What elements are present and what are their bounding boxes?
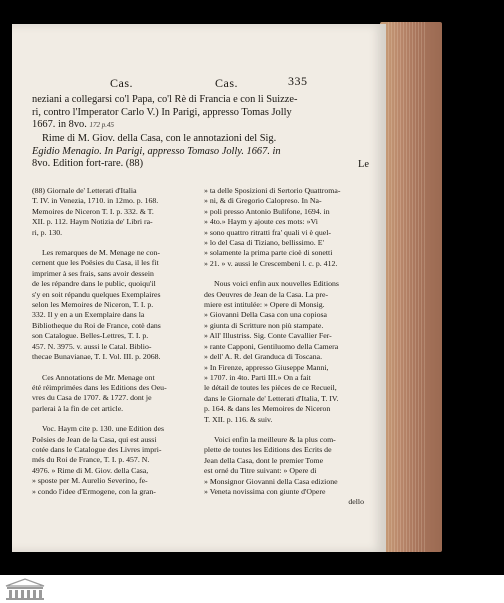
rime-line: Rime di M. Giov. della Casa, con le annotazioni del Sig. [42,133,277,144]
spacer [32,238,196,248]
text-line: plette de toutes les Editions des Ecrits de [204,445,332,455]
text-line: T. XII. p. 116. & suiv. [204,414,273,424]
text-line: » giunta di Scritture non più stampate. [204,320,324,330]
text-line: s'y en soit répandu quelques Exemplaires [32,289,161,299]
text-line: des Oeuvres de Jean de la Casa. La pre- [204,289,329,299]
text-line: (88) Giornale de' Letterati d'Italia [32,186,137,195]
text-line: » sono quattro ritratti fra' quali vi è quel- [204,227,331,237]
text-line: le détail de toutes les pièces de ce Recueil, [204,383,337,393]
text-line: » 4to.» Haym y ajoute ces mots: »Vi [204,217,318,227]
rime-line: Egidio Menagio. In Parigi, appresso Tomaso Jolly. 1667. in [32,145,281,157]
catchword: Le [358,159,369,170]
left-column [32,186,196,497]
text-line: Jean della Casa, dont le premier Tome [204,455,324,465]
text-line: thecae Bunavianae, T. I. Vol. III. p. 2068. [32,352,161,362]
library-building-icon [4,578,46,600]
text-line: » condo l'idee d'Ermogene, con la gran- [32,486,156,496]
text-line: Ces Annotations de Mr. Menage ont [42,372,155,382]
text-line: 332. Il y en a un Exemplaire dans la [32,310,145,320]
text-line: est orné du Titre suivant: » Opere di [204,466,317,476]
text-line: dans le Giornale de' Letterati d'Italia, T. IV. [204,393,339,403]
text-line: imprimer à ses frais, sans avoir dessein [32,268,154,278]
text-line: T. IV. in Venezia, 1710. in 12mo. p. 168. [32,196,159,206]
spacer [32,414,196,424]
top-line: 1667. in 8vo. 172 p.45 [32,119,114,131]
top-line: neziani a collegarsi co'l Papa, co'l Rè di Francia e con li Suizze- [32,94,298,105]
text-line: » All' Illustriss. Sig. Conte Cavallier Fer- [204,331,332,341]
page-number: 335 [288,74,308,88]
text-line: Voici enfin la meilleure & la plus com- [214,434,336,444]
spacer [32,363,196,373]
spacer [204,269,370,279]
text-line: » ni, & di Gregorio Calopreso. In Na- [204,196,322,206]
text-line: » Monsignor Giovanni della Casa edizione [204,476,338,486]
text-line: Les remarques de M. Menage ne con- [42,248,160,258]
text-line: été réimprimées dans les Editions des Oeu- [32,382,167,392]
text-line: » solamente la prima parte cioè di sonetti [204,248,333,258]
running-head-center: Cas. [215,76,238,90]
text-line: Nous voici enfin aux nouvelles Editions [214,279,339,289]
text-line: miere est intitulée: » Opere di Monsig. [204,300,325,310]
text-line: parlerai à la fin de cet article. [32,403,124,413]
text-line: cotée dans le Catalogue des Livres impri- [32,444,162,454]
running-head-left: Cas. [110,76,133,90]
text-line: » 21. » v. aussi le Crescembeni l. c. p. 412. [204,258,338,268]
text-line: » Veneta novissima con giunte d'Opere [204,486,326,496]
text-line: » ta delle Sposizioni di Sertorio Quattroma- [204,186,341,195]
text-line: selon les Memoires de Niceron, T. I. p. [32,300,154,310]
text-line: 457. N. 3975. v. aussi le Catal. Biblio- [32,341,152,351]
text-line: » 1707. in 4to. Parti III.» On a fait [204,372,311,382]
text-line: » lo del Casa di Tiziano, bellissimo. E' [204,238,324,248]
text-line: » poli presso Antonio Bulifone, 1694. in [204,206,330,216]
rime-line: 8vo. Edition fort-rare. (88) [32,158,144,170]
text-line: XII. p. 112. Haym Notizia de' Libri ra- [32,217,153,227]
spacer [204,425,370,435]
text-line: més du Roi de France, T. I. p. 457. N. [32,455,150,465]
text-line: vres du Casa de 1707. & 1727. dont je [32,393,152,403]
top-paragraph [32,94,378,132]
text-line: » sposte per M. Aurelio Severino, fe- [32,476,148,486]
text-line: p. 164. & dans les Memoires de Niceron [204,404,331,414]
library-footer [0,575,504,603]
text-line: 4976. » Rime di M. Giov. della Casa, [32,465,149,475]
right-column [204,186,370,508]
rime-entry [32,133,378,171]
text-line: Bibliotheque du Roi de France, cotè dans [32,320,161,330]
text-line: cernent que les Poësies du Casa, il les fit [32,258,159,268]
book-fore-edge [380,22,442,552]
catchword-bottom: dello [348,497,364,507]
text-line: » In Firenze, appresso Giuseppe Manni, [204,362,329,372]
text-line: » Giovanni Della Casa con una copiosa [204,310,327,320]
text-line: » dell' A. R. del Granduca di Toscana. [204,352,323,362]
text-line: Voc. Haym cite p. 130. une Edition des [42,424,164,434]
text-line: » rante Capponi, Gentiluomo della Camera [204,341,339,351]
text-line: de les répandre dans le public, quoiqu'il [32,279,156,289]
handwritten-annotation: 172 p.45 [89,121,114,130]
text-line: Memoires de Niceron T. I. p. 332. & T. [32,206,154,216]
top-line: ri, contro l'Imperator Carlo V.) In Parigi, appresso Tomas Jolly [32,106,292,118]
text-line: son Catalogue. Belles-Lettres, T. I. p. [32,331,149,341]
text-line: Poësies de Jean de la Casa, qui est aussi [32,434,157,444]
text-line: ri, p. 130. [32,227,63,237]
book-page [12,24,386,552]
